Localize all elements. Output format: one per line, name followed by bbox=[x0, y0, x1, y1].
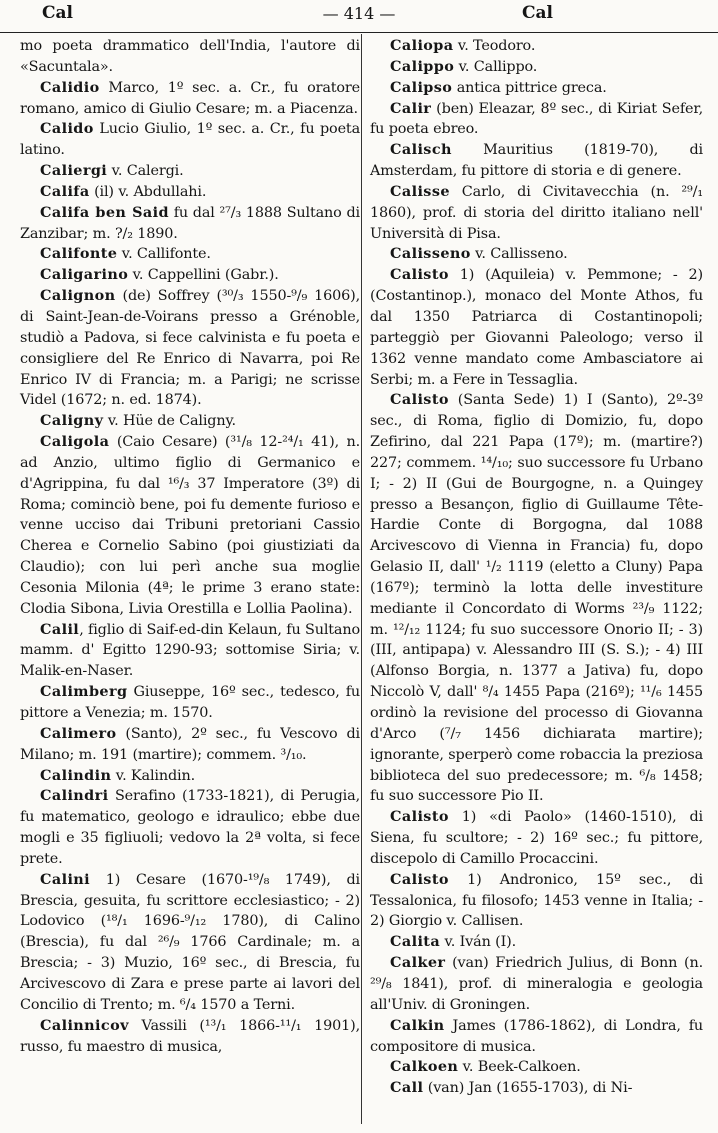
entry-text: Serafino (1733-1821), di Perugia, fu matematico, geologo e idraulico; ebbe due mogli e 35 figliuoli; vedovo la 2ª volta, si fece prete. bbox=[20, 788, 360, 867]
dictionary-entry bbox=[20, 432, 360, 620]
column-divider bbox=[361, 34, 362, 1124]
entry-text: v. Iván (I). bbox=[440, 934, 517, 951]
entry-headword: Calkoen bbox=[390, 1058, 459, 1076]
entry-text: 1) (Aquileia) v. Pemmone; - 2) (Costantinop.), monaco del Monte Athos, fu dal 1350 Patriarca di Costantinopoli; parteggiò per Giovanni Paleologo; verso il 1362 venne mandato come Ambasciatore ai Serbi; m. a Fere in Tessaglia. bbox=[370, 267, 703, 388]
entry-headword: Caliopa bbox=[390, 37, 454, 54]
entry-text: Giuseppe, 16º sec., tedesco, fu pittore a Venezia; m. 1570. bbox=[20, 684, 360, 721]
dictionary-entry bbox=[20, 786, 360, 869]
entry-text: 1) Andronico, 15º sec., di Tessalonica, fu filosofo; 1453 venne in Italia; - 2) Giorgio v. Callisen. bbox=[370, 871, 703, 930]
dictionary-entry bbox=[370, 932, 703, 953]
entry-headword: Calisse bbox=[390, 182, 450, 200]
dictionary-entry bbox=[20, 620, 360, 683]
entry-text: Vassili (¹³/₁ 1866-¹¹/₁ 1901), russo, fu maestro di musica, bbox=[20, 1017, 360, 1055]
entry-text: v. Calergi. bbox=[107, 163, 184, 180]
entry-headword: Call bbox=[390, 1079, 424, 1097]
right-column bbox=[370, 36, 703, 1099]
dictionary-entry bbox=[370, 265, 703, 390]
entry-headword: Calido bbox=[40, 120, 94, 138]
dictionary-entry bbox=[20, 411, 360, 432]
entry-headword: Calisto bbox=[390, 391, 449, 409]
entry-headword: Calir bbox=[390, 99, 432, 117]
entry-text: 1) Cesare (1670-¹⁹/₈ 1749), di Brescia, gesuita, fu scrittore ecclesiastico; - 2) Lodovico (¹⁸/₁ 1696-⁹/₁₂ 1780), di Calino (Brescia), fu dal ²⁶/₉ 1766 Cardinale; m. a Brescia; - 3) Muzio, 16º sec., di Brescia, fu Arcivescovo di Zara e prese parte ai lavori del Concilio di Trento; m. ⁶/₄ 1570 a Terni. bbox=[20, 871, 360, 1013]
entry-text: Carlo, di Civitavecchia (n. ²⁹/₁ 1860), prof. di storia del diritto italiano nell' Università di Pisa. bbox=[370, 183, 703, 242]
dictionary-entry bbox=[370, 390, 703, 807]
dictionary-entry bbox=[370, 244, 703, 265]
dictionary-entry bbox=[370, 140, 703, 182]
dictionary-entry bbox=[20, 182, 360, 203]
entry-headword: Calindri bbox=[40, 787, 109, 805]
entry-text: Marco, 1º sec. a. Cr., fu oratore romano, amico di Giulio Cesare; m. a Piacenza. bbox=[20, 79, 360, 117]
entry-headword: Calisto bbox=[390, 870, 449, 888]
entry-headword: Calidio bbox=[40, 78, 100, 96]
dictionary-entry bbox=[370, 36, 703, 57]
left-column bbox=[20, 36, 360, 1057]
entry-headword: Calisto bbox=[390, 266, 449, 284]
entry-headword: Calignon bbox=[40, 287, 116, 305]
dictionary-entry bbox=[20, 682, 360, 724]
entry-headword: Calimberg bbox=[40, 683, 128, 701]
entry-headword: Calil bbox=[40, 620, 80, 638]
dictionary-entry bbox=[370, 99, 703, 141]
dictionary-entry bbox=[370, 182, 703, 245]
entry-text: (Santo), 2º sec., fu Vescovo di Milano; m. 191 (martire); commem. ³/₁₀. bbox=[20, 725, 360, 763]
dictionary-entry bbox=[20, 766, 360, 787]
dictionary-entry bbox=[20, 36, 360, 78]
dictionary-entry bbox=[370, 1057, 703, 1078]
entry-text: (Santa Sede) 1) I (Santo), 2º-3º sec., di Roma, figlio di Domizio, fu, dopo Zefirino, dal 221 Papa (17º); m. (martire?) 227; commem. ¹⁴/₁₀; suo successore fu Urbano I; - 2) II (Gui de Bourgogne, n. a Quingey presso a Besançon, figlio di Guillaume Tête-Hardie Conte di Borgogna, dal 1088 Arcivescovo di Vienna in Francia) fu, dopo Gelasio II, dall' ¹/₂ 1119 (eletto a Cluny) Papa (167º); terminò la lotta delle investiture mediante il Concordato di Worms ²³/₉ 1122; m. ¹²/₁₂ 1124; fu suo successore Onorio II; - 3) (III, antipapa) v. Alessandro III (S. S.); - 4) III (Alfonso Borgia, n. 1377 a Jativa) fu, dopo Niccolò V, dall' ⁸/₄ 1455 Papa (216º); ¹¹/₆ 1455 ordinò la revisione del processo di Giovanna d'Arco (⁷/₇ 1456 dichiarata martire); ignorante, sperperò come robaccia la preziosa biblioteca del suo predecessore; m. ⁶/₈ 1458; fu suo successore Pio II. bbox=[370, 392, 703, 805]
entry-text: (van) Jan (1655-1703), di Ni- bbox=[423, 1080, 633, 1097]
dictionary-entry bbox=[370, 1016, 703, 1058]
entry-text: v. Callisseno. bbox=[470, 246, 568, 263]
dictionary-entry bbox=[370, 1078, 703, 1099]
entry-text: (Caio Cesare) (³¹/₈ 12-²⁴/₁ 41), n. ad Anzio, ultimo figlio di Germanico e d'Agrippina, fu dal ¹⁶/₃ 37 Imperatore (3º) di Roma; cominciò bene, poi fu demente furioso e venne ucciso dai Tribuni pretoriani Cassio Cherea e Cornelio Sabino (poi giustiziati da Claudio); con lui perì anche sua moglie Cesonia Milonia (4ª; le prime 3 erano state: Clodia Sibona, Livia Orestilla e Lollia Paolina). bbox=[20, 434, 360, 617]
entry-text: James (1786-1862), di Londra, fu compositore di musica. bbox=[370, 1017, 703, 1055]
dictionary-entry bbox=[370, 870, 703, 933]
entry-text: v. Hüe de Caligny. bbox=[103, 413, 236, 430]
dictionary-entry bbox=[20, 1016, 360, 1058]
entry-text: 1) «di Paolo» (1460-1510), di Siena, fu scultore; - 2) 16º sec.; fu pittore, discepolo di Camillo Procaccini. bbox=[370, 809, 703, 867]
entry-text: (van) Friedrich Julius, di Bonn (n. ²⁹/₈ 1841), prof. di mineralogia e geologia all'Univ. di Groningen. bbox=[370, 955, 703, 1013]
entry-text: (ben) Eleazar, 8º sec., di Kiriat Sefer, fu poeta ebreo. bbox=[370, 100, 703, 138]
entry-headword: Caligola bbox=[40, 433, 110, 451]
dictionary-entry bbox=[20, 78, 360, 120]
entry-headword: Califonte bbox=[40, 245, 118, 263]
dictionary-entry bbox=[20, 265, 360, 286]
dictionary-entry bbox=[20, 244, 360, 265]
dictionary-entry bbox=[20, 161, 360, 182]
header-right-guide-word: Cal bbox=[522, 3, 554, 23]
entry-text: v. Beek-Calkoen. bbox=[458, 1059, 581, 1076]
dictionary-entry bbox=[370, 57, 703, 78]
entry-text: Lucio Giulio, 1º sec. a. Cr., fu poeta latino. bbox=[20, 121, 360, 159]
entry-text: Mauritius (1819-70), di Amsterdam, fu pittore di storia e di genere. bbox=[370, 142, 703, 180]
entry-text: v. Kalindin. bbox=[111, 767, 196, 784]
entry-headword: Calipso bbox=[390, 78, 453, 96]
entry-text: v. Callifonte. bbox=[117, 246, 211, 263]
entry-text: fu dal ²⁷/₃ 1888 Sultano di Zanzibar; m. ?/₂ 1890. bbox=[20, 204, 360, 242]
dictionary-entry bbox=[20, 286, 360, 411]
dictionary-entry bbox=[20, 203, 360, 245]
dictionary-entry bbox=[20, 724, 360, 766]
entry-headword: Califa ben Said bbox=[40, 203, 169, 221]
entry-text: , figlio di Saif-ed-din Kelaun, fu Sultano mamm. d' Egitto 1290-93; sottomise Siria; v. Malik-en-Naser. bbox=[20, 621, 360, 680]
dictionary-entry bbox=[370, 807, 703, 870]
entry-text: antica pittrice greca. bbox=[452, 79, 607, 96]
entry-text: v. Cappellini (Gabr.). bbox=[128, 267, 279, 284]
entry-text: v. Callippo. bbox=[454, 58, 538, 75]
entry-headword: Calindin bbox=[40, 766, 112, 784]
entry-headword: Calinnicov bbox=[40, 1016, 129, 1034]
entry-headword: Caliergi bbox=[40, 162, 108, 180]
entry-headword: Calita bbox=[390, 933, 441, 951]
dictionary-entry bbox=[370, 953, 703, 1016]
entry-headword: Calkin bbox=[390, 1016, 445, 1034]
entry-text: (il) v. Abdullahi. bbox=[89, 183, 207, 200]
entry-headword: Califa bbox=[40, 182, 90, 200]
page-header bbox=[0, 0, 718, 33]
entry-headword: Caligny bbox=[40, 412, 104, 430]
dictionary-entry bbox=[20, 119, 360, 161]
dictionary-entry bbox=[370, 78, 703, 99]
entry-text: v. Teodoro. bbox=[453, 38, 536, 54]
page-number: — 414 — bbox=[322, 4, 396, 23]
entry-headword: Calisto bbox=[390, 808, 449, 826]
entry-text: (de) Soffrey (³⁰/₃ 1550-⁹/₉ 1606), di Saint-Jean-de-Voirans presso a Grénoble, studiò a Padova, si fece calvinista e fu poeta e consigliere del Re Enrico di Navarra, poi Re Enrico IV di Francia; m. a Parigi; ne scrisse Videl (1672; n. ed. 1874). bbox=[20, 288, 360, 409]
header-left-guide-word: Cal bbox=[42, 3, 74, 23]
entry-headword: Calker bbox=[390, 954, 446, 972]
dictionary-entry bbox=[20, 870, 360, 1016]
entry-headword: Calippo bbox=[390, 57, 455, 75]
entry-headword: Calisch bbox=[390, 141, 452, 159]
entry-headword: Calimero bbox=[40, 724, 117, 742]
entry-headword: Caligarino bbox=[40, 266, 129, 284]
entry-headword: Calini bbox=[40, 870, 91, 888]
entry-headword: Calisseno bbox=[390, 245, 471, 263]
entry-text: mo poeta drammatico dell'India, l'autore di «Sacuntala». bbox=[20, 38, 360, 75]
